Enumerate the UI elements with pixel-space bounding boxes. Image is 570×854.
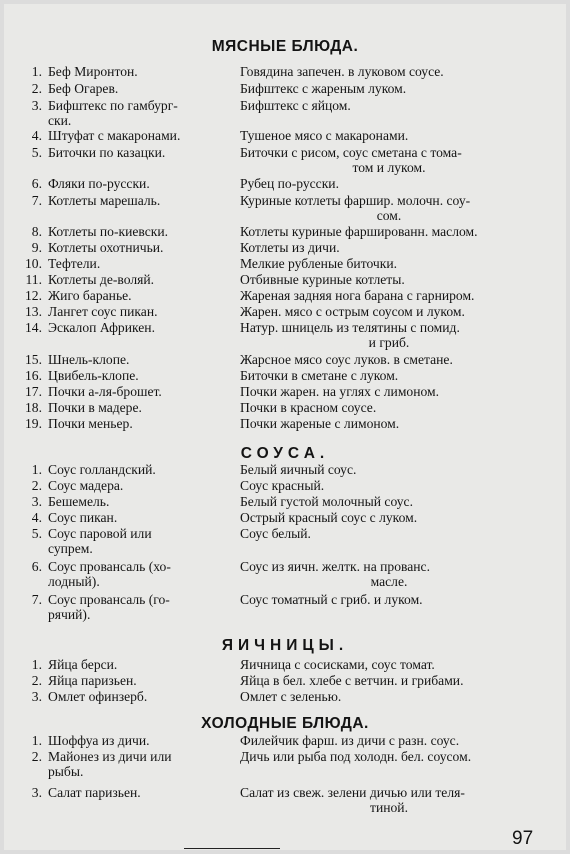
item-number: 3. (31, 494, 42, 509)
dish-name: Биточки по казацки. (48, 145, 166, 160)
dish-description: Котлеты из дичи. (240, 240, 340, 255)
item-number: 13. (25, 304, 42, 319)
dish-name: Омлет офинзерб. (48, 689, 148, 704)
dish-name: Беф Огарев. (48, 81, 119, 96)
section-title-cold: ХОЛОДНЫЕ БЛЮДА. (201, 715, 369, 732)
item-number: 5. (31, 526, 42, 541)
page-number: 97 (512, 828, 534, 849)
dish-name-continued: лодный). (48, 574, 100, 589)
item-number: 3. (31, 98, 42, 113)
dish-name: Жиго баранье. (48, 288, 132, 303)
dish-description: Говядина запечен. в луковом соусе. (240, 64, 444, 79)
dish-description: Острый красный соус с луком. (240, 510, 418, 525)
dish-name: Шоффуа из дичи. (48, 733, 150, 748)
dish-description: Салат из свеж. зелени дичью или теля- (240, 785, 465, 800)
item-number: 19. (25, 416, 42, 431)
dish-description: Белый яичный соус. (240, 462, 357, 477)
dish-description: Почки жарен. на углях с лимоном. (240, 384, 440, 399)
dish-name: Котлеты охотничьи. (48, 240, 164, 255)
item-number: 15. (25, 352, 42, 367)
item-number: 4. (31, 128, 42, 143)
dish-description: Соус томатный с гриб. и луком. (240, 592, 423, 607)
item-number: 1. (31, 657, 42, 672)
dish-description: Белый густой молочный соус. (240, 494, 413, 509)
item-number: 16. (25, 368, 42, 383)
dish-description: Рубец по-русски. (240, 176, 339, 191)
menu-page (4, 4, 566, 850)
item-number: 7. (31, 193, 42, 208)
item-number: 18. (25, 400, 42, 415)
item-number: 6. (31, 176, 42, 191)
dish-description-continued: тиной. (370, 800, 408, 815)
item-number: 1. (31, 64, 42, 79)
dish-description: Бифштекс с яйцом. (240, 98, 351, 113)
dish-name: Салат паризьен. (48, 785, 141, 800)
dish-name: Шнель-клопе. (48, 352, 130, 367)
dish-description: Биточки с рисом, соус сметана с тома- (240, 145, 462, 160)
dish-description: Почки в красном соусе. (240, 400, 377, 415)
dish-name: Беф Миронтон. (48, 64, 138, 79)
dish-name: Котлеты де-воляй. (48, 272, 155, 287)
dish-description: Соус белый. (240, 526, 311, 541)
dish-name: Соус провансаль (го- (48, 592, 170, 607)
dish-description: Жареная задняя нога барана с гарниром. (240, 288, 475, 303)
dish-description: Филейчик фарш. из дичи с разн. соус. (240, 733, 460, 748)
dish-name: Соус голландский. (48, 462, 156, 477)
dish-name: Эскалоп Африкен. (48, 320, 155, 335)
dish-name-continued: рячий). (48, 607, 91, 622)
dish-name: Почки в мадере. (48, 400, 142, 415)
item-number: 3. (31, 689, 42, 704)
dish-description: Мелкие рубленые биточки. (240, 256, 398, 271)
dish-description: Почки жареные с лимоном. (240, 416, 400, 431)
bottom-rule (184, 848, 280, 849)
dish-name-continued: ски. (48, 113, 72, 128)
dish-name: Фляки по-русски. (48, 176, 150, 191)
dish-name: Почки меньер. (48, 416, 133, 431)
dish-name-continued: рыбы. (48, 764, 84, 779)
dish-name: Цвибель-клопе. (48, 368, 139, 383)
dish-description: Жарен. мясо с острым соусом и луком. (240, 304, 465, 319)
item-number: 17. (25, 384, 42, 399)
item-number: 2. (31, 81, 42, 96)
item-number: 11. (25, 272, 42, 287)
dish-description: Котлеты куриные фаршированн. маслом. (240, 224, 478, 239)
dish-description: Тушеное мясо с макаронами. (240, 128, 409, 143)
dish-description: Яйца в бел. хлебе с ветчин. и грибами. (240, 673, 464, 688)
item-number: 8. (31, 224, 42, 239)
dish-name: Соус провансаль (хо- (48, 559, 171, 574)
dish-name: Котлеты марешаль. (48, 193, 161, 208)
dish-name: Бешемель. (48, 494, 110, 509)
dish-description-continued: масле. (370, 574, 408, 589)
item-number: 4. (31, 510, 42, 525)
dish-description: Яичница с сосисками, соус томат. (240, 657, 435, 672)
dish-name: Лангет соус пикан. (48, 304, 158, 319)
section-title-meat: МЯСНЫЕ БЛЮДА. (211, 38, 359, 55)
dish-name: Соус паровой или (48, 526, 152, 541)
dish-name: Яйца берси. (48, 657, 118, 672)
section-title-sauces: СОУСА. (240, 445, 330, 462)
item-number: 2. (31, 478, 42, 493)
dish-name: Почки а-ля-брошет. (48, 384, 162, 399)
dish-description: Дичь или рыба под холодн. бел. соусом. (240, 749, 472, 764)
item-number: 2. (31, 673, 42, 688)
item-number: 2. (31, 749, 42, 764)
item-number: 7. (31, 592, 42, 607)
dish-name: Майонез из дичи или (48, 749, 172, 764)
item-number: 12. (25, 288, 42, 303)
dish-description: Соус из яичн. желтк. на прованс. (240, 559, 430, 574)
dish-description-continued: сом. (376, 208, 402, 223)
dish-name: Яйца паризьен. (48, 673, 137, 688)
item-number: 9. (31, 240, 42, 255)
item-number: 1. (31, 462, 42, 477)
dish-description: Омлет с зеленью. (240, 689, 342, 704)
dish-description: Биточки в сметане с луком. (240, 368, 399, 383)
dish-description: Жарсное мясо соус луков. в сметане. (240, 352, 453, 367)
dish-name: Соус мадера. (48, 478, 124, 493)
section-title-eggs: ЯИЧНИЦЫ. (221, 637, 349, 654)
item-number: 14. (25, 320, 42, 335)
item-number: 10. (25, 256, 42, 271)
dish-description: Бифштекс с жареным луком. (240, 81, 407, 96)
dish-name: Котлеты по-киевски. (48, 224, 169, 239)
item-number: 1. (31, 733, 42, 748)
dish-description-continued: и гриб. (368, 335, 410, 350)
dish-name: Тефтели. (48, 256, 101, 271)
dish-description: Куриные котлеты фаршир. молочн. соу- (240, 193, 471, 208)
dish-name: Штуфат с макаронами. (48, 128, 181, 143)
dish-name: Соус пикан. (48, 510, 118, 525)
item-number: 6. (31, 559, 42, 574)
dish-description: Отбивные куриные котлеты. (240, 272, 405, 287)
dish-name: Бифштекс по гамбург- (48, 98, 178, 113)
dish-description-continued: том и луком. (352, 160, 426, 175)
dish-description: Натур. шницель из телятины с помид. (240, 320, 460, 335)
item-number: 5. (31, 145, 42, 160)
item-number: 3. (31, 785, 42, 800)
dish-description: Соус красный. (240, 478, 325, 493)
dish-name-continued: супрем. (48, 541, 93, 556)
